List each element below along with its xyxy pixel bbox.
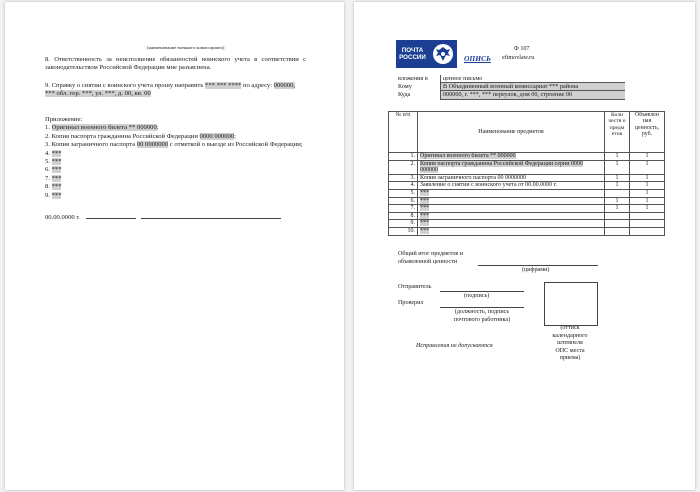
header-value: Объявлен ная ценность, руб. [630, 112, 665, 153]
document-page-left [5, 2, 344, 490]
table-row: 10. *** [389, 227, 665, 235]
document-page-right [354, 2, 695, 490]
stamp-box [544, 282, 598, 326]
checker-line [440, 307, 524, 308]
appendix-item-6: 6. *** [45, 166, 62, 174]
table-row: 9. *** [389, 220, 665, 228]
table-header-row [389, 112, 665, 153]
sender-line [440, 291, 524, 292]
appendix-title: Приложение: [45, 116, 83, 123]
table-row: 4. Заявление о снятии с воинского учета от 00.00.0000 г. 1 1 [389, 182, 665, 190]
address-row: Кому В Объединенный военный комиссариат *** района [396, 83, 625, 91]
stamp-caption: (оттиск календарного штемпеля ОПС места приема) [552, 325, 588, 362]
header-qty: Коли честв о предм етов [605, 112, 630, 153]
table-row: 7. *** 1 1 [389, 205, 665, 213]
appendix-item-4: 4. *** [45, 149, 62, 157]
inventory-table [388, 111, 665, 236]
digits-caption: (цифрами) [522, 267, 550, 273]
address-row: вложения в ценное письмо [396, 75, 625, 83]
item-8: 8. Ответственность за неисполнение обязанностей воинского учета в соответствии с законодательством Российской Федерации мне разъяснена. [45, 56, 306, 72]
table-row: 3. Копия заграничного паспорта 00 0000000 1 1 [389, 174, 665, 182]
sender-label: Отправитель [398, 284, 432, 290]
appendix-item-7: 7. *** [45, 174, 62, 182]
total-label: Общий итог предметов и объявленной ценности [398, 251, 464, 265]
item-9: 9. Справку о снятии с воинского учета прошу направить *** *** **** по адресу: 000000, *** обл. гор. ***, ул. ***, д. 00, кв. 00 [45, 82, 296, 98]
table-row: 2. Копия паспорта гражданина Российской Федерации серии 0000 000000 1 1 [389, 160, 665, 174]
appendix-item-5: 5. *** [45, 158, 62, 166]
corrections-note: Исправления не допускаются [416, 343, 493, 349]
appendix-item-3: 3. Копия заграничного паспорта 00 0000000 с отметкой о выезде из Российской Федерации; [45, 141, 303, 149]
table-row: 5. *** 1 [389, 189, 665, 197]
site-name: efimovlaw.ru [502, 55, 535, 61]
form-number: Ф 107 [514, 46, 530, 52]
address-row: Куда 000000, г. ***, *** переулок, дом 00, строение 00 [396, 91, 625, 99]
appendix-item-1: 1. Оригинал военного билета ** 000000; [45, 124, 159, 132]
signature-date: 00.00.0000 г. [45, 214, 281, 222]
appendix-item-9: 9. *** [45, 191, 62, 199]
eagle-emblem-icon [429, 40, 457, 68]
address-block [396, 75, 625, 100]
table-row: 8. *** [389, 212, 665, 220]
header-num: № п/п [389, 112, 418, 153]
header-name: Наименование предметов [418, 112, 605, 153]
appendix-item-8: 8. *** [45, 183, 62, 191]
total-line [478, 265, 598, 266]
russian-post-logo: ПОЧТА РОССИИ [396, 40, 429, 68]
table-row: 6. *** 1 1 [389, 197, 665, 205]
position-caption: (должность, подпись почтового работника) [453, 309, 511, 323]
inventory-title: ОПИСЬ [464, 54, 491, 63]
commissariat-caption: (наименование военного комиссариата) [147, 45, 225, 50]
signature-caption: (подпись) [464, 293, 490, 299]
appendix-item-2: 2. Копия паспорта гражданина Российской Федерации 0000 000000; [45, 132, 236, 140]
checked-label: Проверил [398, 300, 424, 306]
appendix [45, 116, 306, 200]
table-row: 1. Оригинал военного билета ** 000000 1 1 [389, 153, 665, 161]
